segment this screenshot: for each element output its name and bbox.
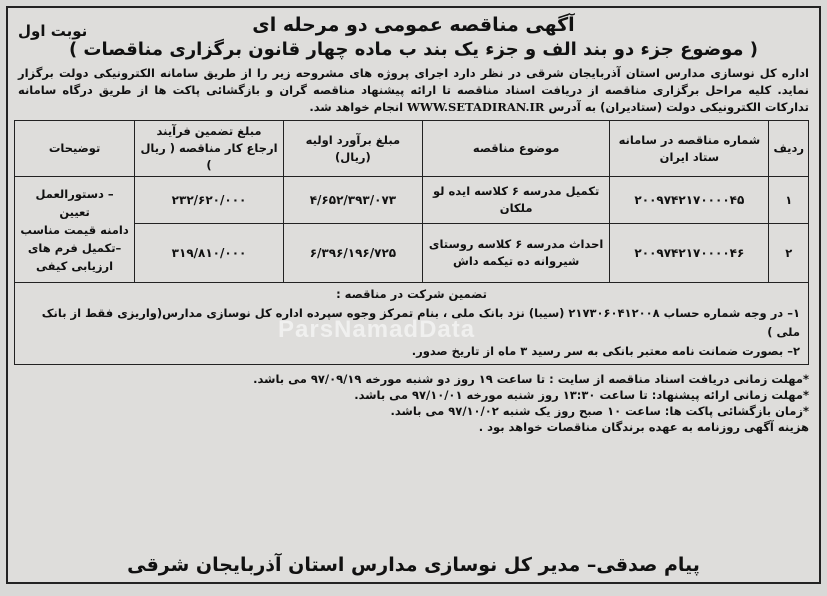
note-line: – دستورالعمل تعیین: [35, 186, 114, 219]
signature: پیام صدقی– مدیر کل نوسازی مدارس استان آذربایجان شرقی: [127, 554, 700, 576]
header-tender-number: شماره مناقصه در سامانه ستاد ایران: [610, 121, 769, 177]
note-line: دامنه قیمت مناسب: [20, 222, 129, 237]
guarantee-amount: ۳۱۹/۸۱۰/۰۰۰: [171, 245, 247, 260]
header-guarantee: مبلغ تضمین فرآیند ارجاع کار مناقصه ( ریال ): [135, 121, 284, 177]
ad-cost-note: هزینه آگهی روزنامه به عهده برندگان مناقصات خواهد بود .: [478, 420, 809, 434]
guarantee-item-account: ۱– در وجه شماره حساب ۲۱۷۳۰۶۰۴۱۲۰۰۸ (سیبا) نزد بانک ملی ، بنام تمرکز وجوه سپرده اداره کل نوسازی مدارس(واریزی فقط از بانک ملی ): [41, 306, 800, 339]
note-line: ارزیابی کیفی: [36, 258, 114, 273]
row-number: ۱: [769, 177, 809, 224]
tender-subject: تکمیل مدرسه ۶ کلاسه ایده لو ملکان: [422, 177, 609, 224]
guarantee-amount: ۲۳۲/۶۲۰/۰۰۰: [171, 192, 247, 207]
header-row-number: ردیف: [769, 121, 809, 177]
notice-title: آگهی مناقصه عمومی دو مرحله ای: [252, 14, 575, 36]
estimate-amount: ۶/۳۹۶/۱۹۶/۷۲۵: [309, 245, 397, 260]
setadiran-link[interactable]: WWW.SETADIRAN.IR: [407, 100, 545, 114]
tender-notice: [6, 6, 821, 584]
deadline-proposal: *مهلت زمانی ارائه پیشنهاد: تا ساعت ۱۳:۳۰ روز شنبه مورخه ۹۷/۱۰/۰۱ می باشد.: [354, 388, 809, 402]
watermark: ParsNamadData: [278, 316, 476, 343]
table-header-row: [15, 121, 809, 177]
tender-number: ۲۰۰۹۷۴۲۱۷۰۰۰۰۴۵: [634, 192, 745, 207]
deadlines-section: [8, 365, 819, 435]
header-subject: موضوع مناقصه: [422, 121, 609, 177]
notice-subtitle: ( موضوع جزء دو بند الف و جزء یک بند ب ماده چهار قانون برگزاری مناقصات ): [68, 39, 759, 60]
intro-text-end: انجام خواهد شد.: [309, 100, 404, 114]
tender-subject: احداث مدرسه ۶ کلاسه روستای شیروانه ده تیکمه داش: [422, 224, 609, 283]
header-notes: توضیحات: [15, 121, 135, 177]
note-line: –تکمیل فرم های: [27, 240, 122, 255]
deadline-documents: *مهلت زمانی دریافت اسناد مناقصه از سایت : تا ساعت ۱۹ روز دو شنبه مورخه ۹۷/۰۹/۱۹ می باشد.: [253, 372, 809, 386]
estimate-amount: ۴/۶۵۲/۳۹۳/۰۷۳: [309, 192, 397, 207]
intro-paragraph: [8, 62, 819, 116]
deadline-opening: *زمان بازگشائی پاکت ها: ساعت ۱۰ صبح روز یک شنبه ۹۷/۱۰/۰۲ می باشد.: [390, 404, 809, 418]
notes-cell: [15, 177, 135, 283]
header-estimate: مبلغ برآورد اولیه (ریال): [283, 121, 422, 177]
round-label: نوبت اول: [18, 22, 88, 40]
guarantee-item-bank-letter: ۲– بصورت ضمانت نامه معتبر بانکی به سر رسید ۳ ماه از تاریخ صدور.: [411, 344, 800, 358]
guarantee-title: تضمین شرکت در مناقصه :: [336, 287, 487, 301]
table-row: [15, 177, 809, 224]
tender-table: [14, 120, 809, 283]
intro-text: اداره کل نوسازی مدارس استان آذربایجان شرقی در نظر دارد اجرای پروژه های مشروحه زیر را از طریق سامانه الکترونیکی دولت برگزار نماید. کلیه مراحل برگزاری مناقصه از دریافت اسناد مناقصه تا ارائه پیشنهاد مناقصه گران و بازگشائی پاکت ها از طریق درگاه سامانه تدارکات الکترونیکی دولت (ستادیران) به آدرس: [18, 66, 809, 114]
tender-number: ۲۰۰۹۷۴۲۱۷۰۰۰۰۴۶: [634, 245, 745, 260]
row-number: ۲: [769, 224, 809, 283]
